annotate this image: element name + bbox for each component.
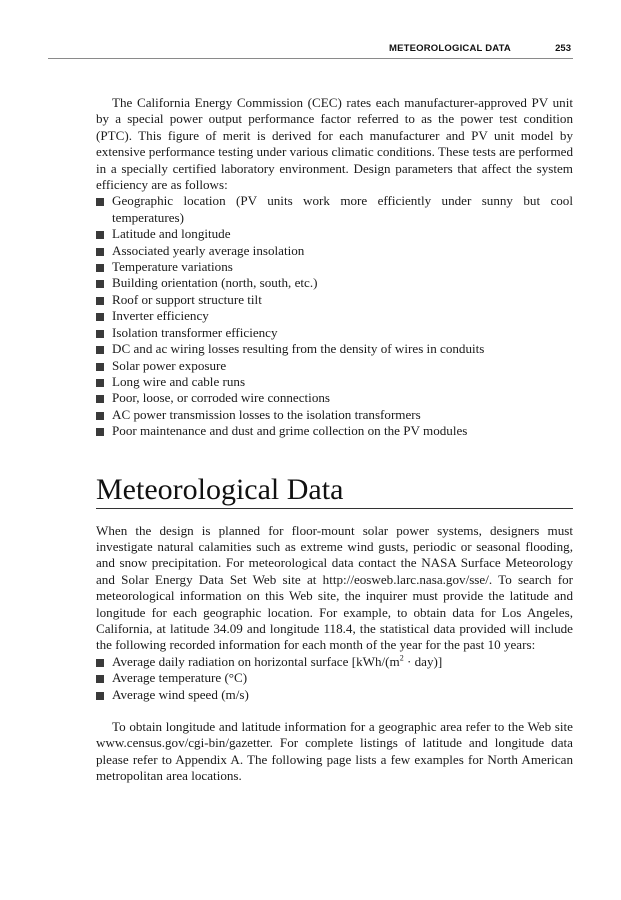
square-bullet-icon: [96, 692, 104, 700]
longitude-latitude-paragraph: To obtain longitude and latitude information for a geographic area refer to the Web site www.census.gov/cgi-bin/gazetter. For complete listings of latitude and longitude data please refer to Appendix A. The following page lists a few examples for North American metropolitan area locations.: [96, 719, 573, 784]
square-bullet-icon: [96, 675, 104, 683]
running-head-title: METEOROLOGICAL DATA: [388, 43, 511, 54]
square-bullet-icon: [96, 264, 104, 272]
square-bullet-icon: [96, 412, 104, 420]
square-bullet-icon: [96, 346, 104, 354]
list-item: Building orientation (north, south, etc.): [96, 275, 573, 291]
square-bullet-icon: [96, 280, 104, 288]
square-bullet-icon: [96, 313, 104, 321]
square-bullet-icon: [96, 659, 104, 667]
square-bullet-icon: [96, 428, 104, 436]
meteorological-paragraph: When the design is planned for floor-mount solar power systems, designers must investigate natural calamities such as extreme wind gusts, periodic or seasonal flooding, and snow precipitation. For meteorological data contact the NASA Surface Meteorology and Solar Energy Data Set Web site at http://eosweb.larc.nasa.gov/sse/. To search for meteorological information on this Web site, the inquirer must provide the latitude and longitude for each geographic location. For example, to obtain data for Los Angeles, California, at latitude 34.09 and longitude 118.4, the statistical data provided will include the following recorded information for each month of the year for the past 10 years:: [96, 522, 573, 653]
list-item: AC power transmission losses to the isolation transformers: [96, 407, 573, 423]
list-item: Average wind speed (m/s): [96, 687, 573, 703]
square-bullet-icon: [96, 330, 104, 338]
page-number: 253: [555, 43, 571, 54]
section-heading: Meteorological Data: [96, 473, 573, 509]
list-item: Poor maintenance and dust and grime collection on the PV modules: [96, 423, 573, 439]
square-bullet-icon: [96, 363, 104, 371]
intro-paragraph: The California Energy Commission (CEC) rates each manufacturer-approved PV unit by a special power output performance factor referred to as the power test condition (PTC). This figure of merit is derived for each manufacturer and PV unit model by extensive performance testing under various climatic conditions. These tests are performed in a specially certified laboratory environment. Design parameters that affect the system efficiency are as follows:: [96, 95, 573, 193]
square-bullet-icon: [96, 231, 104, 239]
list-item: Latitude and longitude: [96, 226, 573, 242]
running-head: [48, 41, 573, 59]
list-item: Long wire and cable runs: [96, 374, 573, 390]
list-item: Isolation transformer efficiency: [96, 325, 573, 341]
square-bullet-icon: [96, 198, 104, 206]
square-bullet-icon: [96, 379, 104, 387]
list-item: Associated yearly average insolation: [96, 243, 573, 259]
square-bullet-icon: [96, 248, 104, 256]
list-item: Temperature variations: [96, 259, 573, 275]
list-item: Roof or support structure tilt: [96, 292, 573, 308]
list-item: Average daily radiation on horizontal surface $[kWh/(m^2 \cdot day)]$: [96, 654, 573, 670]
recorded-info-list: [96, 654, 573, 703]
list-item: Geographic location (PV units work more efficiently under sunny but cool temperatures): [96, 193, 573, 226]
list-item: Average temperature (°C): [96, 670, 573, 686]
list-item: DC and ac wiring losses resulting from the density of wires in conduits: [96, 341, 573, 357]
list-item: Solar power exposure: [96, 358, 573, 374]
list-item: Poor, loose, or corroded wire connections: [96, 390, 573, 406]
page-body: [96, 95, 573, 785]
square-bullet-icon: [96, 297, 104, 305]
list-item: Inverter efficiency: [96, 308, 573, 324]
square-bullet-icon: [96, 395, 104, 403]
design-parameters-list: [96, 193, 573, 439]
